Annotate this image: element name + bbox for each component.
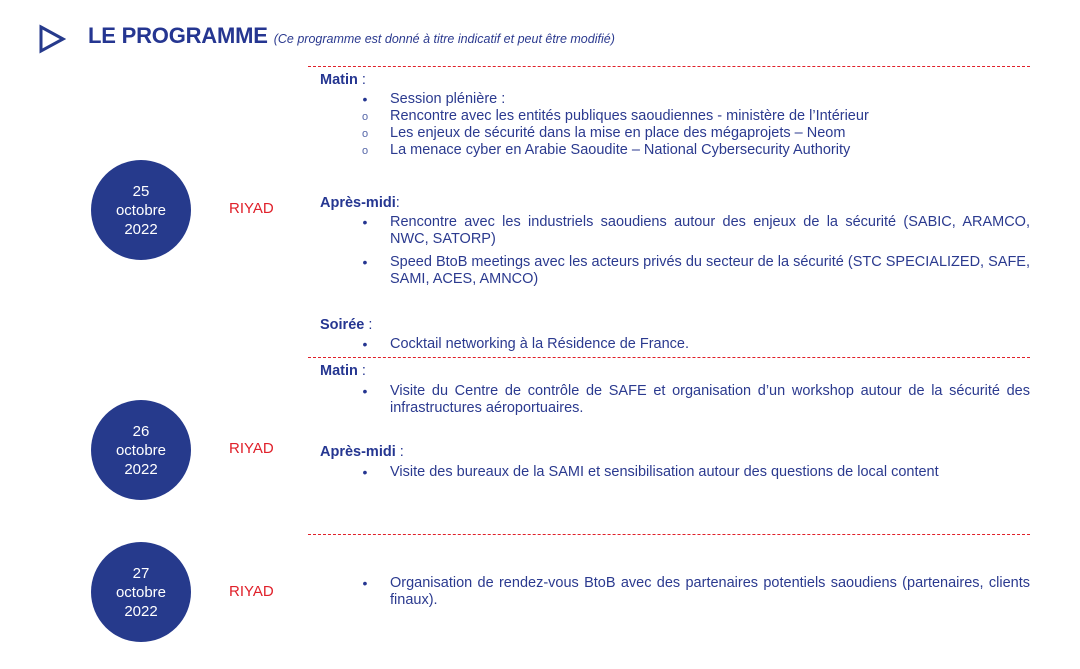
item-text: Rencontre avec les entités publiques saoudiennes - ministère de l’Intérieur — [390, 108, 869, 124]
list-item — [358, 108, 1030, 125]
list-item — [358, 336, 1030, 353]
date-year: 2022 — [124, 460, 158, 478]
date-day: 26 — [132, 422, 150, 440]
page-title — [88, 23, 615, 49]
item-text: Les enjeux de sécurité dans la mise en place des mégaprojets – Neom — [390, 125, 846, 141]
list-item — [358, 254, 1030, 288]
title-text: LE PROGRAMME — [88, 23, 268, 48]
section-label-sep: : — [357, 363, 366, 379]
section-label — [320, 195, 400, 211]
section-label-sep: : — [357, 72, 366, 88]
bullet-icon: • — [362, 336, 368, 352]
bullet-icon: • — [362, 464, 368, 480]
item-text: La menace cyber en Arabie Saoudite – National Cybersecurity Authority — [390, 142, 851, 158]
date-badge — [91, 542, 191, 642]
list-item — [358, 464, 1030, 481]
subtitle-note: (Ce programme est donné à titre indicatif et peut être modifié) — [273, 32, 615, 46]
item-text: Speed BtoB meetings avec les acteurs privés du secteur de la sécurité (STC SPECIALIZED, SAFE, SAMI, ACES, AMNCO) — [390, 254, 1030, 287]
date-day: 25 — [132, 182, 150, 200]
section-label — [320, 363, 366, 379]
section-label-sep: : — [364, 317, 373, 333]
play-triangle-icon — [38, 24, 66, 54]
bullet-icon: • — [362, 91, 368, 107]
day-separator — [308, 534, 1030, 535]
section-label-text: Matin — [320, 72, 358, 88]
date-month: octobre — [115, 201, 167, 219]
bullet-icon: • — [362, 383, 368, 399]
date-badge — [91, 160, 191, 260]
item-text: Rencontre avec les industriels saoudiens autour des enjeux de la sécurité (SABIC, ARAMCO, NWC, SATORP) — [390, 214, 1030, 247]
section-label — [320, 72, 366, 88]
city-label: RIYAD — [229, 200, 274, 217]
sub-bullet-icon: o — [361, 128, 369, 140]
bullet-icon: • — [362, 254, 368, 270]
list-item — [358, 214, 1030, 248]
list-item — [358, 383, 1030, 417]
section-label-sep: : — [395, 195, 400, 211]
date-year: 2022 — [124, 602, 158, 620]
bullet-icon: • — [362, 214, 368, 230]
list-item — [358, 142, 1030, 159]
section-label — [320, 317, 372, 333]
city-label: RIYAD — [229, 440, 274, 457]
section-label-text: Après-midi — [320, 444, 396, 460]
section-label-text: Matin — [320, 363, 358, 379]
date-day: 27 — [132, 564, 150, 582]
sub-bullet-icon: o — [361, 145, 369, 157]
item-text: Visite des bureaux de la SAMI et sensibilisation autour des questions de local content — [390, 464, 939, 480]
item-text: Cocktail networking à la Résidence de France. — [390, 336, 690, 352]
day-separator — [308, 357, 1030, 358]
date-month: octobre — [115, 441, 167, 459]
item-text: Organisation de rendez-vous BtoB avec des partenaires potentiels saoudiens (partenaires, clients finaux). — [390, 575, 1030, 608]
date-year: 2022 — [124, 220, 158, 238]
list-item — [358, 575, 1030, 609]
sub-bullet-icon: o — [361, 111, 369, 123]
date-badge — [91, 400, 191, 500]
section-label — [320, 444, 404, 460]
list-item — [358, 91, 1030, 108]
section-label-text: Après-midi — [320, 195, 396, 211]
city-label: RIYAD — [229, 583, 274, 600]
section-label-sep: : — [395, 444, 404, 460]
item-text: Visite du Centre de contrôle de SAFE et organisation d’un workshop autour de la sécurité des infrastructures aéroportuaires. — [390, 383, 1030, 416]
list-item — [358, 125, 1030, 142]
section-label-text: Soirée — [320, 317, 365, 333]
date-month: octobre — [115, 583, 167, 601]
day-separator — [308, 66, 1030, 67]
bullet-icon: • — [362, 575, 368, 591]
item-text: Session plénière : — [390, 91, 506, 107]
